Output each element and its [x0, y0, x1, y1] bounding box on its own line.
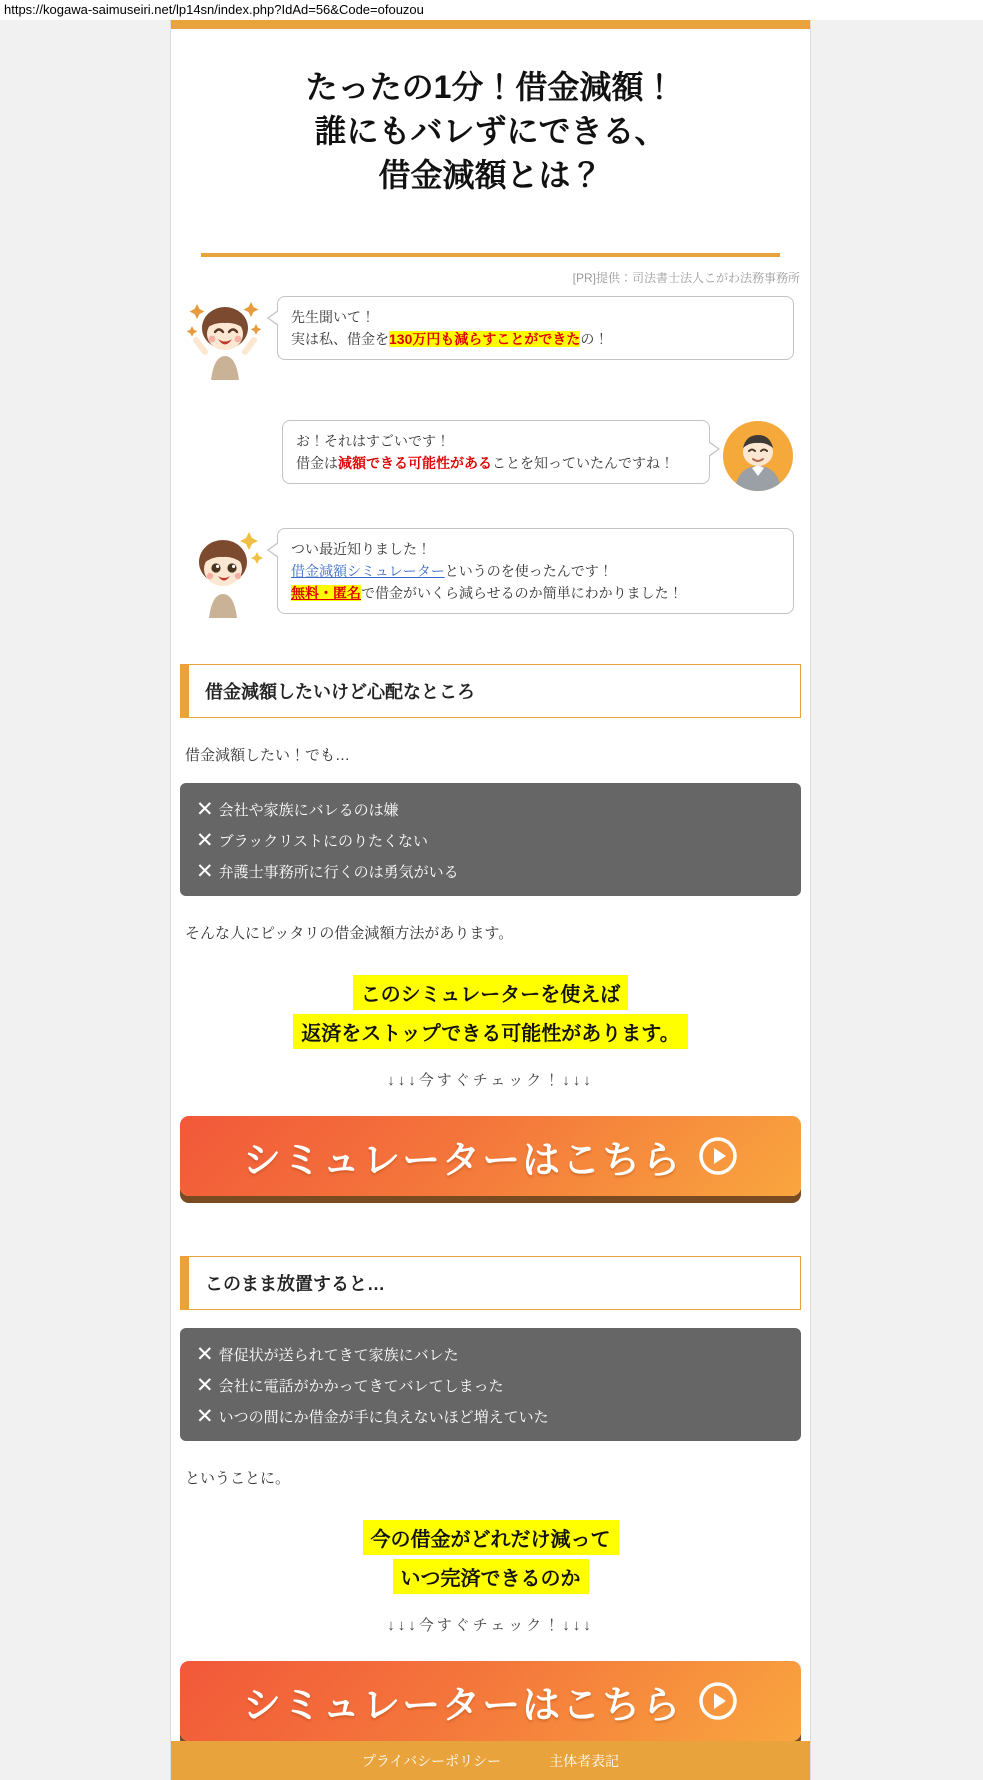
bubble2-line2	[296, 452, 696, 474]
problem-text: 弁護士事務所に行くのは勇気がいる	[218, 864, 459, 882]
bubble2-line2-post: ことを知っていたんですね！	[492, 455, 674, 472]
problem-item	[196, 861, 785, 882]
bubble2-possibility-highlight: 減額できる可能性がある	[338, 455, 492, 472]
problem-item	[196, 830, 785, 851]
woman-excited-avatar-icon	[187, 296, 263, 380]
simulator-cta-button-1[interactable]	[180, 1116, 801, 1196]
section1-problem-box	[180, 783, 801, 896]
page-title-line1: たったの1分！借金減額！	[305, 69, 676, 105]
section2-check-now: ↓↓↓今すぐチェック！↓↓↓	[387, 1617, 594, 1635]
simulator-text-link[interactable]: 借金減額シミュレーター	[291, 563, 445, 580]
top-accent-bar	[171, 20, 810, 29]
section1-check-now: ↓↓↓今すぐチェック！↓↓↓	[387, 1072, 594, 1090]
bubble3-line2-post: というのを使ったんです！	[444, 563, 613, 580]
page-title-line3: 借金減額とは？	[378, 157, 603, 193]
section1-lead: 借金減額したい！でも…	[185, 747, 351, 765]
bubble1-line2	[291, 328, 780, 350]
bubble1-amount-highlight: 130万円も減らすことができた	[389, 331, 581, 348]
problem-item	[196, 1344, 785, 1365]
bubble2-line1: お！それはすごいです！	[296, 433, 450, 450]
orange-divider	[201, 253, 780, 257]
bubble3-line3	[291, 582, 780, 604]
landing-page	[170, 20, 811, 1780]
x-icon: ✕	[196, 829, 214, 853]
simulator-cta-button-2[interactable]	[180, 1661, 801, 1741]
page-title	[171, 65, 810, 197]
chat-conversation	[171, 286, 810, 618]
x-icon: ✕	[196, 1405, 214, 1429]
page-url: https://kogawa-saimuseiri.net/lp14sn/index.php?IdAd=56&Code=ofouzou	[0, 0, 983, 20]
bubble3-line2	[291, 560, 780, 582]
x-icon: ✕	[196, 798, 214, 822]
pr-provider-note: [PR]提供：司法書士法人こがわ法務事務所	[572, 271, 800, 286]
section1-appeal	[171, 971, 810, 1049]
cta-label: シミュレーターはこちら	[242, 1684, 683, 1727]
problem-text: いつの間にか借金が手に負えないほど増えていた	[218, 1409, 549, 1427]
x-icon: ✕	[196, 1343, 214, 1367]
chat-bubble-2	[282, 420, 710, 484]
chat-bubble-1	[277, 296, 794, 360]
woman-sparkle-avatar-icon	[187, 528, 263, 618]
problem-text: 督促状が送られてきて家族にバレた	[218, 1347, 459, 1365]
problem-text: ブラックリストにのりたくない	[218, 833, 429, 851]
section1-heading: 借金減額したいけど心配なところ	[180, 664, 801, 718]
x-icon: ✕	[196, 1374, 214, 1398]
bubble1-line2-post: の！	[580, 331, 609, 348]
bubble1-line2-pre: 実は私、借金を	[291, 331, 389, 348]
page-footer	[171, 1741, 810, 1780]
problem-text: 会社に電話がかかってきてバレてしまった	[218, 1378, 504, 1396]
page-title-line2: 誰にもバレずにできる、	[314, 113, 667, 149]
cta-label: シミュレーターはこちら	[242, 1139, 683, 1182]
appeal-line: いつ完済できるのか	[393, 1559, 589, 1594]
problem-item	[196, 799, 785, 820]
privacy-policy-link[interactable]: プライバシーポリシー	[361, 1752, 502, 1769]
problem-text: 会社や家族にバレるのは嫌	[218, 802, 399, 820]
appeal-line: このシミュレーターを使えば	[353, 975, 629, 1010]
chat-row-man	[187, 420, 794, 492]
section2-problem-box	[180, 1328, 801, 1441]
bubble1-line1: 先生聞いて！	[291, 309, 375, 326]
bubble3-free-anonymous-highlight: 無料・匿名	[291, 585, 361, 602]
play-circle-icon	[698, 1681, 738, 1721]
appeal-line: 返済をストップできる可能性があります。	[293, 1014, 687, 1049]
bubble2-line2-pre: 借金は	[296, 455, 338, 472]
section2-heading: このまま放置すると…	[180, 1256, 801, 1310]
man-lawyer-avatar-icon	[722, 420, 794, 492]
chat-bubble-3	[277, 528, 794, 614]
bubble3-line3-post: で借金がいくら減らせるのか簡単にわかりました！	[361, 585, 683, 602]
problem-item	[196, 1406, 785, 1427]
section2-after-text: ということに。	[185, 1470, 291, 1488]
play-circle-icon	[698, 1136, 738, 1176]
appeal-line: 今の借金がどれだけ減って	[363, 1520, 619, 1555]
problem-item	[196, 1375, 785, 1396]
section1-after-text: そんな人にピッタリの借金減額方法があります。	[185, 925, 514, 943]
owner-info-link[interactable]: 主体者表記	[549, 1752, 620, 1769]
chat-row-woman-1	[187, 296, 794, 380]
section2-appeal	[171, 1516, 810, 1594]
x-icon: ✕	[196, 860, 214, 884]
bubble3-line1: つい最近知りました！	[291, 541, 431, 558]
chat-row-woman-2	[187, 528, 794, 618]
